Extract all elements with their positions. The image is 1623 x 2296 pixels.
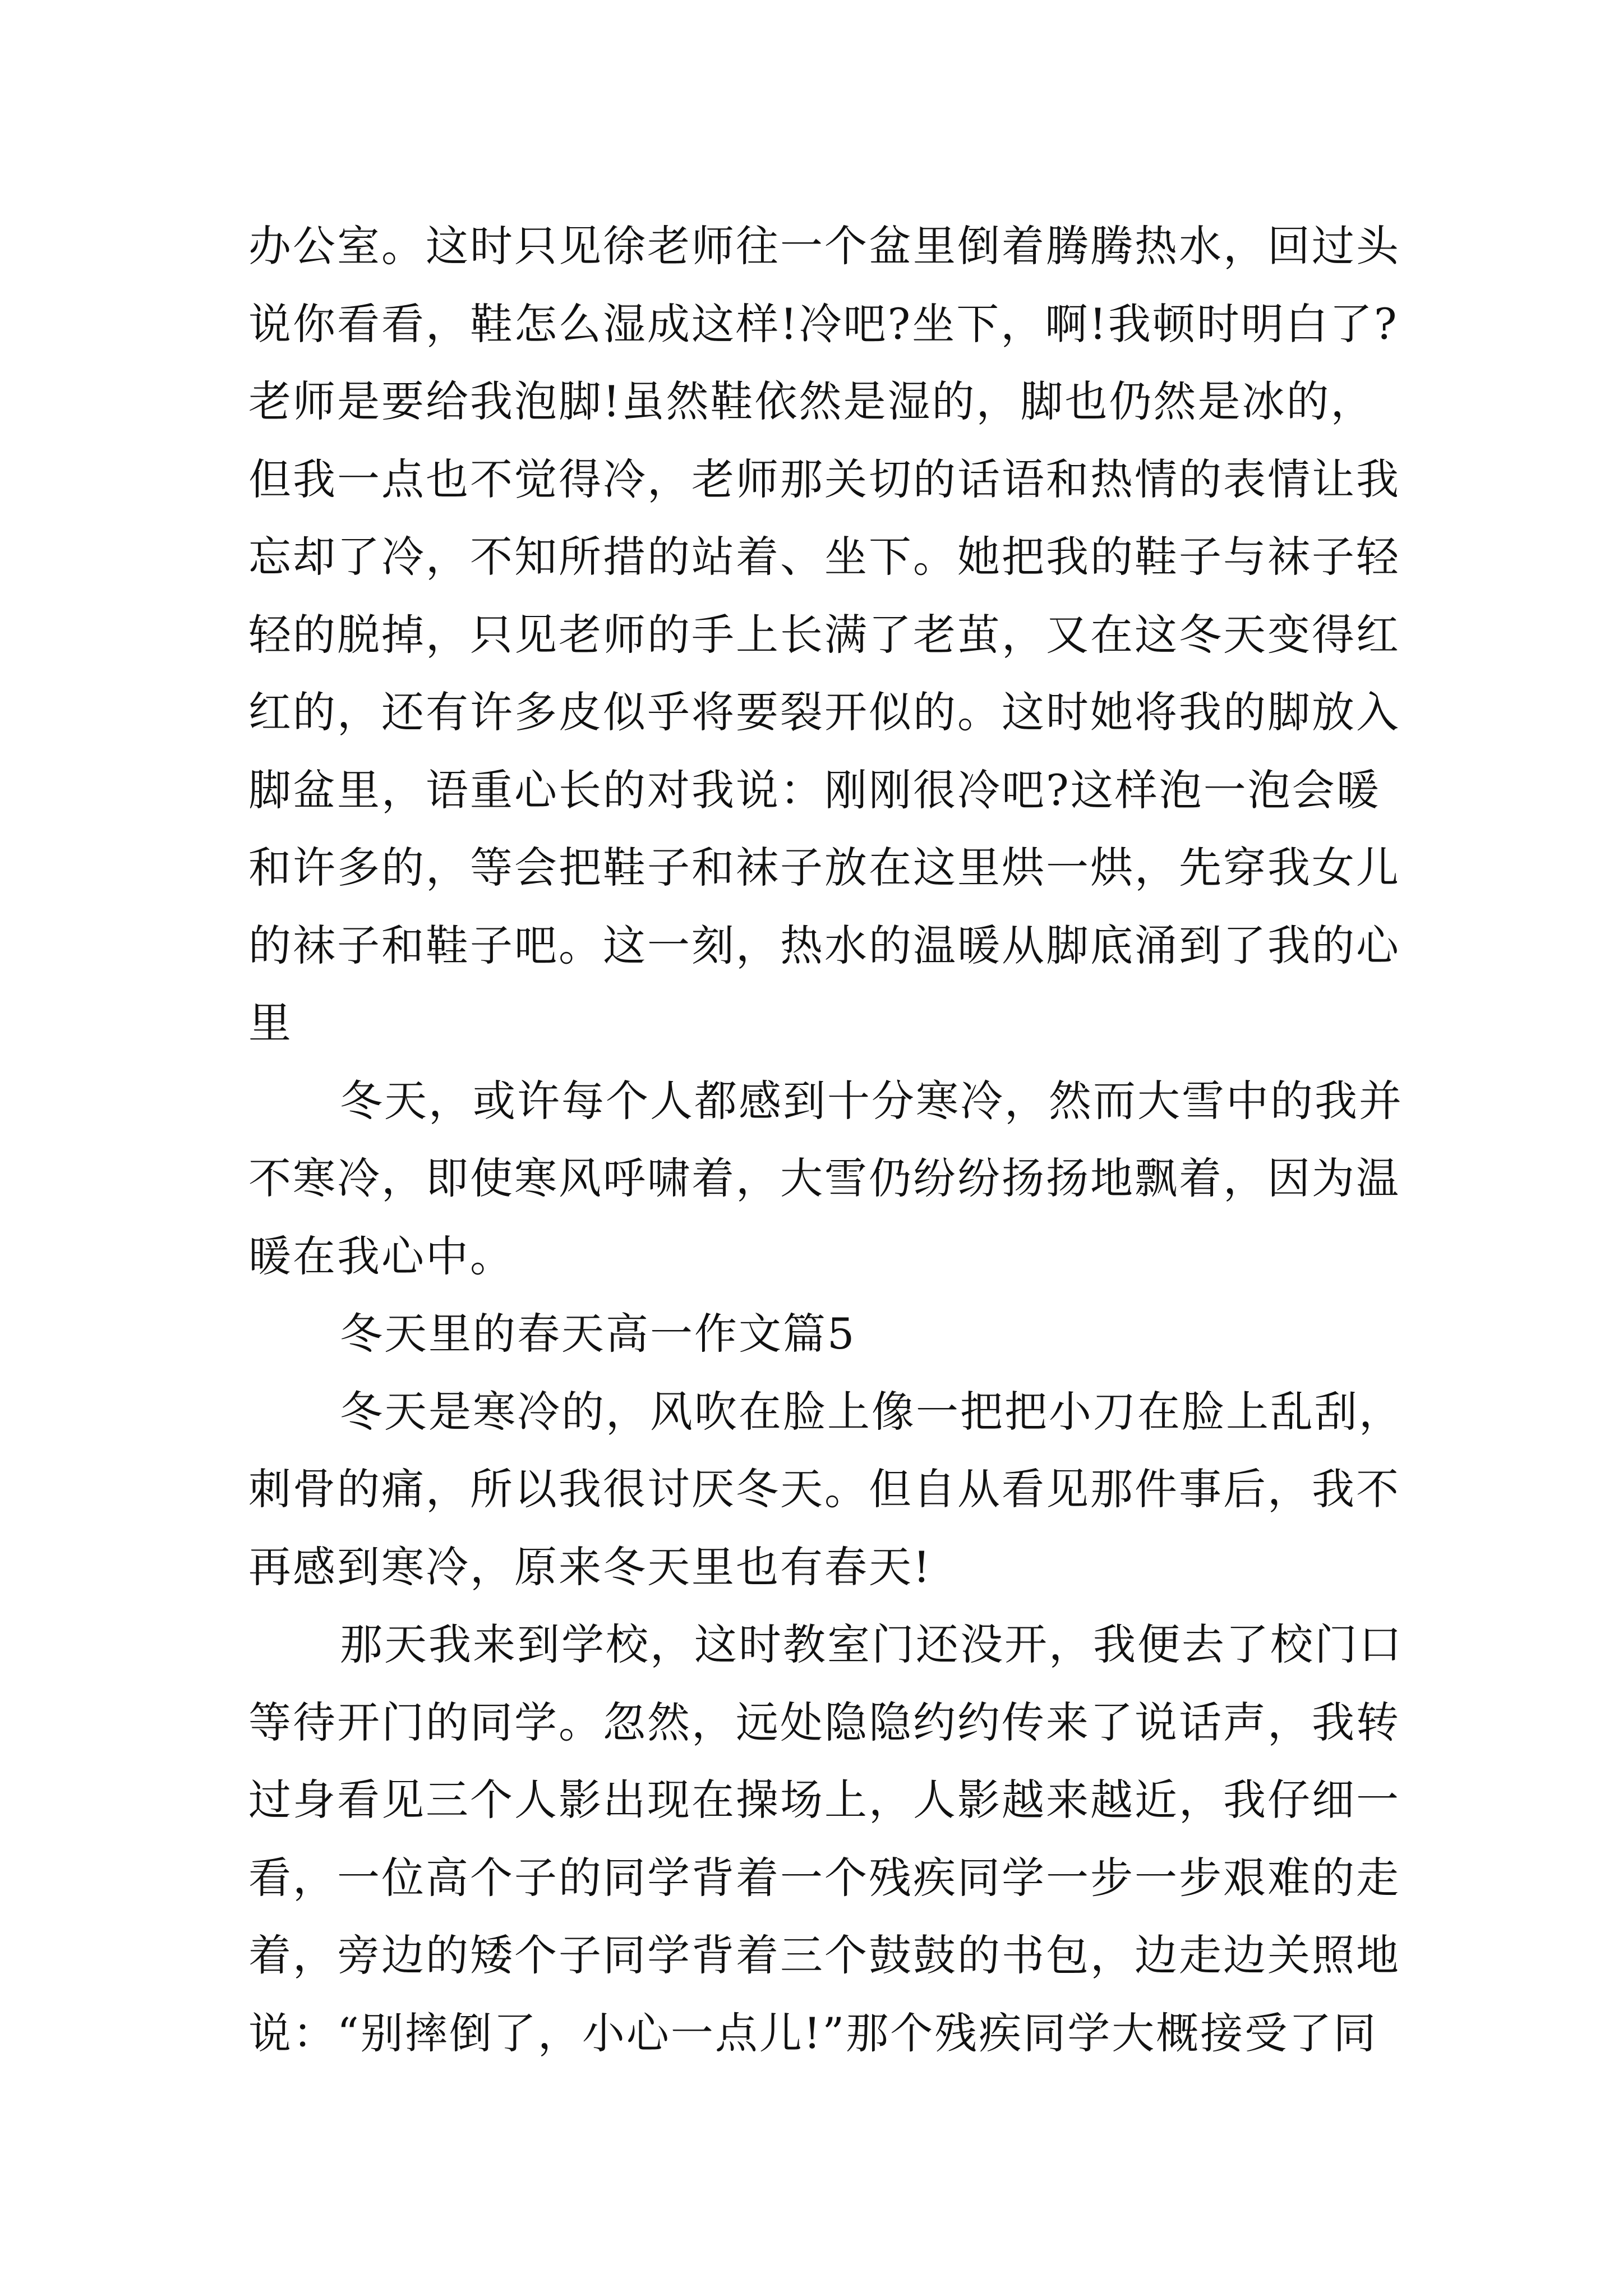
text-line: 的袜子和鞋子吧。这一刻，热水的温暖从脚底涌到了我的心 (248, 920, 1400, 970)
text-line: 冬天，或许每个人都感到十分寒冷，然而大雪中的我并 (340, 1075, 1403, 1126)
text-line: 但我一点也不觉得冷，老师那关切的话语和热情的表情让我 (248, 454, 1400, 504)
text-line: 冬天里的春天高一作文篇5 (340, 1309, 856, 1359)
text-line: 再感到寒冷，原来冬天里也有春天! (248, 1542, 932, 1592)
text-line: 办公室。这时只见徐老师往一个盆里倒着腾腾热水，回过头 (248, 221, 1400, 271)
text-line: 说：“别摔倒了，小心一点儿!”那个残疾同学大概接受了同 (248, 2008, 1378, 2058)
text-line: 里 (248, 998, 293, 1048)
text-line: 忘却了冷，不知所措的站着、坐下。她把我的鞋子与袜子轻 (248, 532, 1400, 582)
text-line: 着，旁边的矮个子同学背着三个鼓鼓的书包，边走边关照地 (248, 1930, 1400, 1980)
document-body (248, 208, 1404, 2072)
text-line: 刺骨的痛，所以我很讨厌冬天。但自从看见那件事后，我不 (248, 1464, 1400, 1514)
text-line: 过身看见三个人影出现在操场上，人影越来越近，我仔细一 (248, 1775, 1400, 1825)
text-line: 说你看看，鞋怎么湿成这样!冷吧?坐下，啊!我顿时明白了? (248, 298, 1399, 349)
text-line: 那天我来到学校，这时教室门还没开，我便去了校门口 (340, 1619, 1403, 1669)
text-line: 老师是要给我泡脚!虽然鞋依然是湿的，脚也仍然是冰的， (248, 376, 1375, 426)
text-line: 暖在我心中。 (248, 1231, 514, 1281)
text-line: 红的，还有许多皮似乎将要裂开似的。这时她将我的脚放入 (248, 687, 1400, 737)
text-line: 看，一位高个子的同学背着一个残疾同学一步一步艰难的走 (248, 1852, 1400, 1903)
text-line: 和许多的，等会把鞋子和袜子放在这里烘一烘，先穿我女儿 (248, 843, 1400, 892)
text-line: 轻的脱掉，只见老师的手上长满了老茧，又在这冬天变得红 (248, 609, 1400, 660)
text-line: 等待开门的同学。忽然，远处隐隐约约传来了说话声，我转 (248, 1697, 1400, 1747)
text-line: 冬天是寒冷的，风吹在脸上像一把把小刀在脸上乱刮， (340, 1386, 1403, 1437)
text-line: 脚盆里，语重心长的对我说：刚刚很冷吧?这样泡一泡会暖 (248, 765, 1381, 815)
text-line: 不寒冷，即使寒风呼啸着，大雪仍纷纷扬扬地飘着，因为温 (248, 1153, 1400, 1203)
